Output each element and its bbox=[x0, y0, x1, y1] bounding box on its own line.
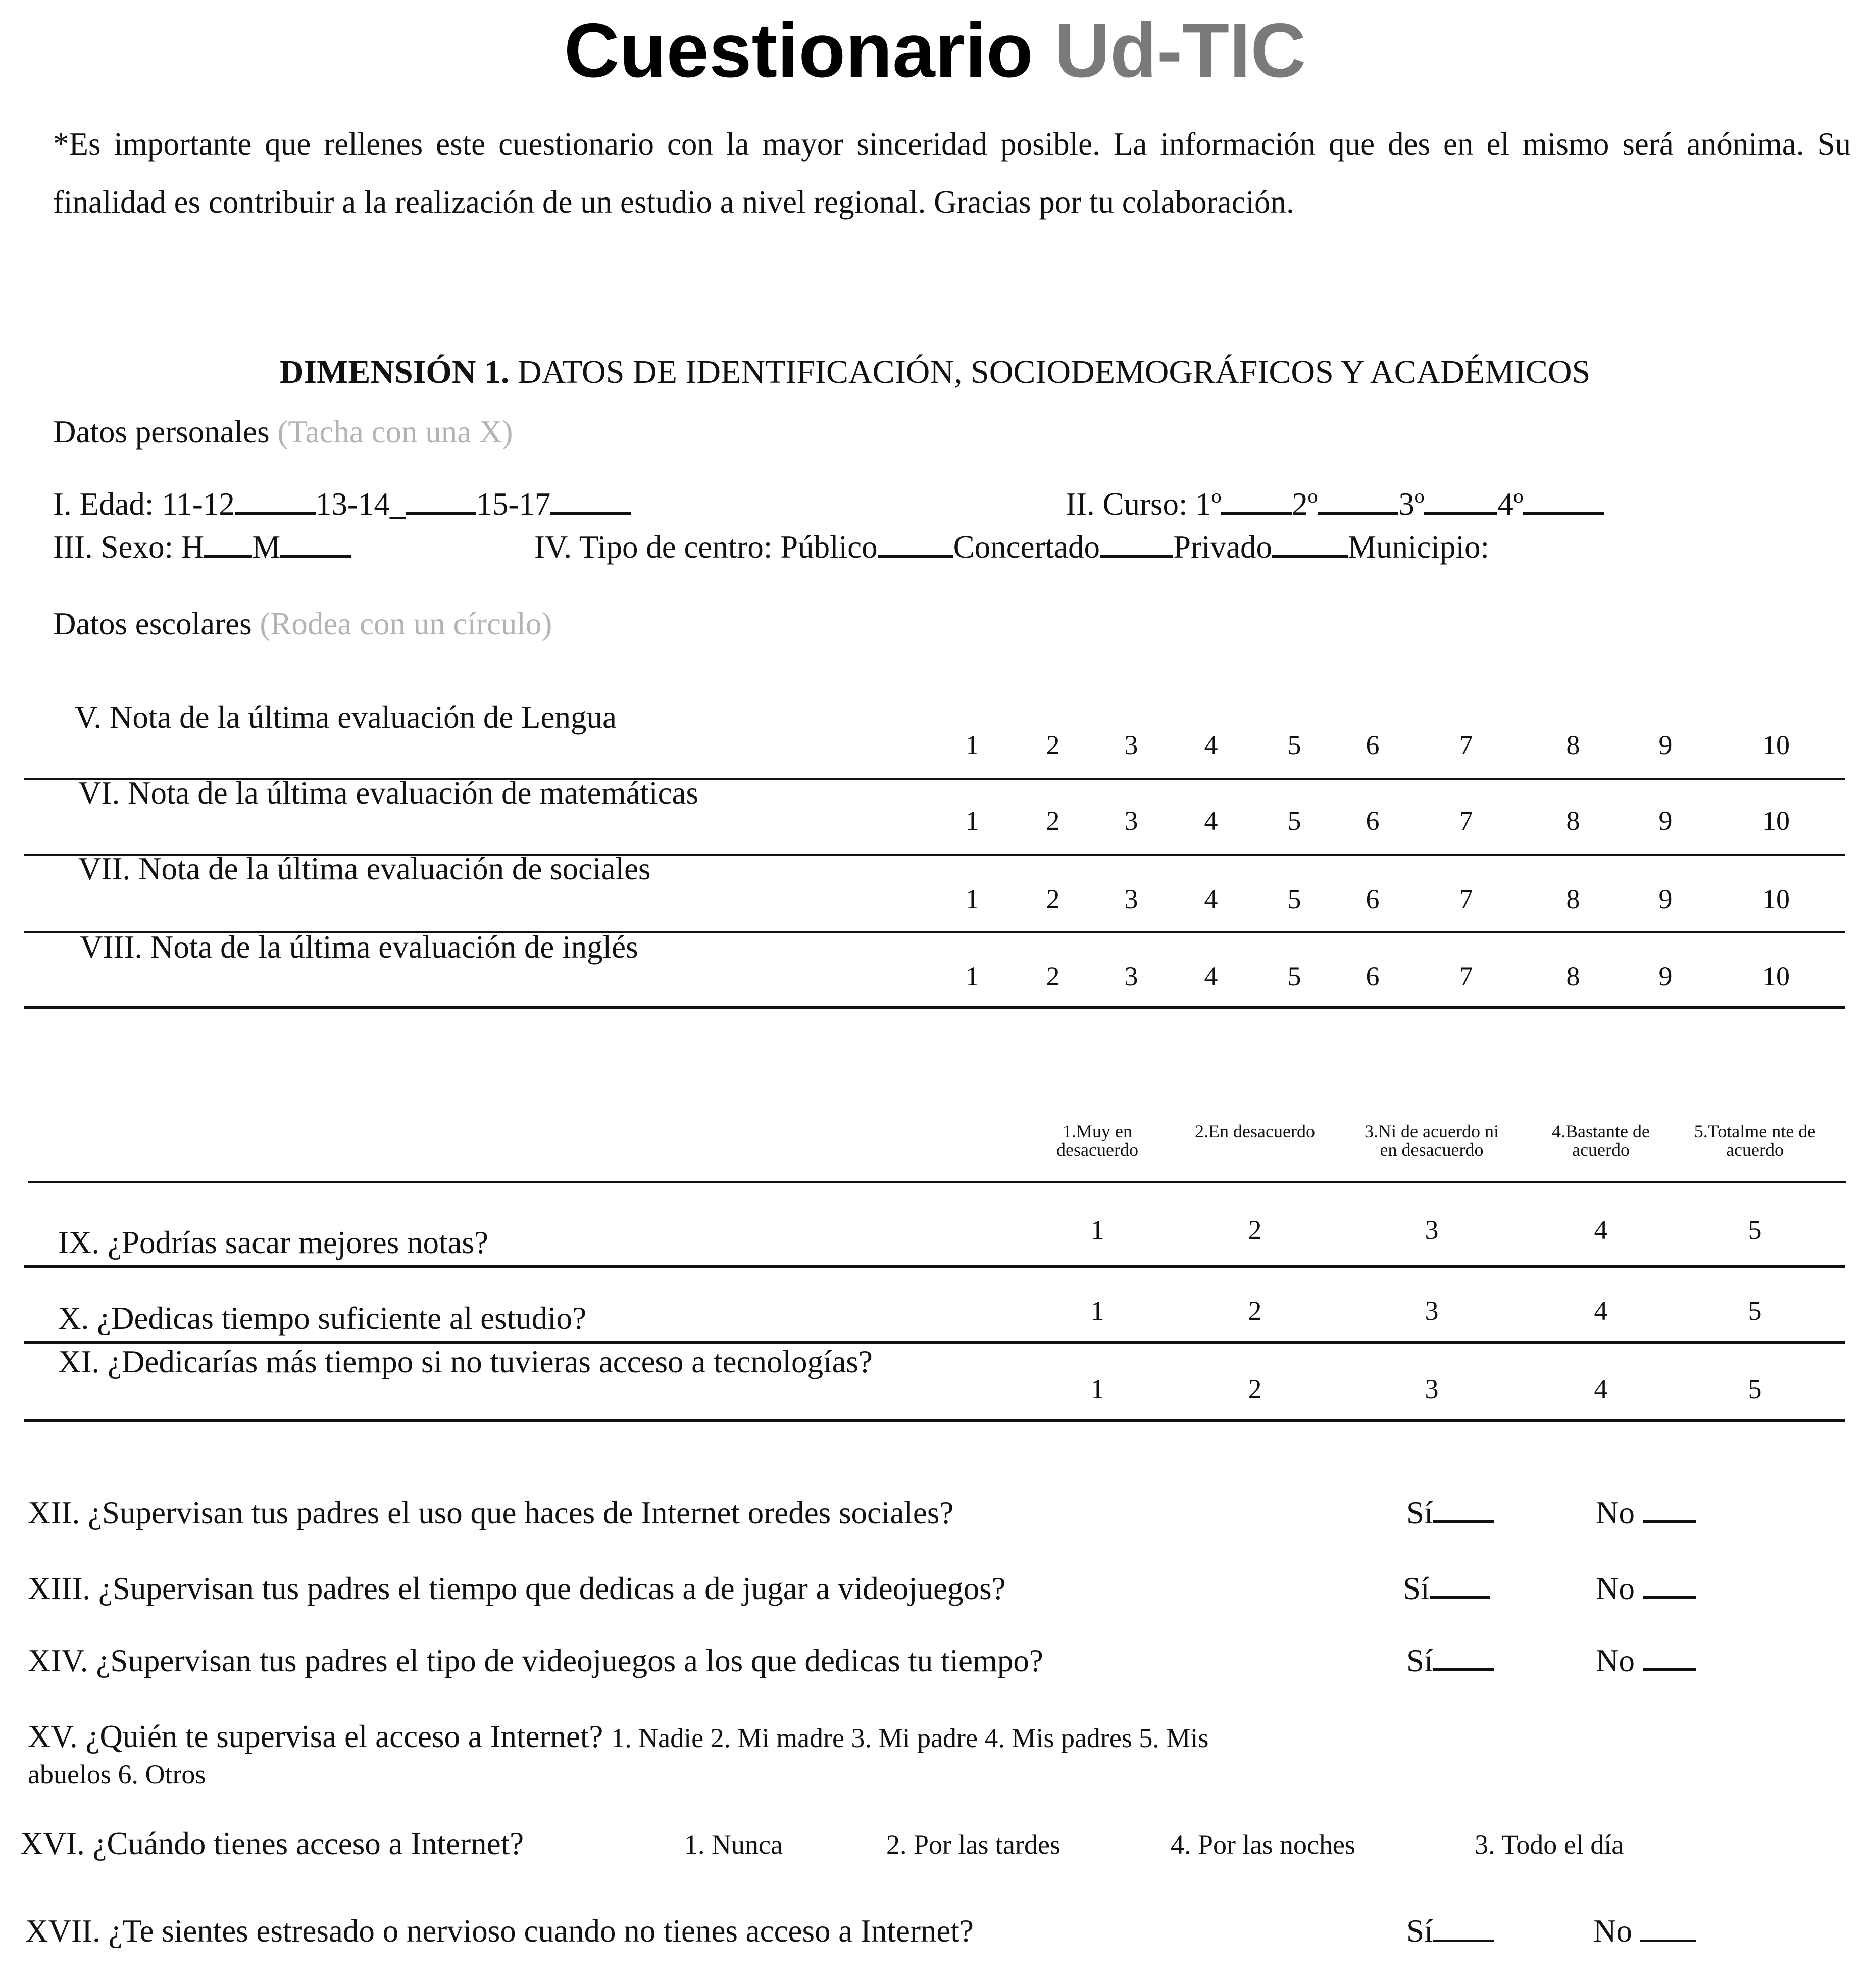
likert-header: 2.En desacuerdo bbox=[1195, 1121, 1315, 1141]
school-label: Datos escolares bbox=[53, 606, 252, 641]
q15-line1 bbox=[28, 1716, 1208, 1758]
likert-option[interactable]: 5 bbox=[1748, 1215, 1762, 1245]
q12-no-label: No bbox=[1596, 1495, 1635, 1530]
q14-no-label: No bbox=[1596, 1643, 1635, 1678]
likert-option[interactable]: 4 bbox=[1594, 1296, 1608, 1326]
edad-blank-3[interactable] bbox=[550, 484, 631, 515]
q15-options-line2: abuelos 6. Otros bbox=[28, 1759, 206, 1790]
grade-option[interactable]: 9 bbox=[1658, 730, 1673, 760]
likert-option[interactable]: 5 bbox=[1748, 1296, 1762, 1326]
grade-option[interactable]: 2 bbox=[1046, 730, 1060, 760]
grade-option[interactable]: 6 bbox=[1366, 806, 1380, 836]
q14-yes-label: Sí bbox=[1406, 1643, 1433, 1678]
curso-question bbox=[1066, 484, 1604, 524]
likert-option[interactable]: 2 bbox=[1248, 1296, 1262, 1326]
municipio-label: Municipio: bbox=[1348, 529, 1490, 565]
personal-hint: (Tacha con una X) bbox=[277, 414, 513, 450]
grade-option[interactable]: 8 bbox=[1566, 806, 1580, 836]
likert-option[interactable]: 3 bbox=[1425, 1374, 1439, 1404]
grade-option[interactable]: 3 bbox=[1124, 961, 1138, 991]
sexo-blank-h[interactable] bbox=[204, 527, 252, 558]
grade-option[interactable]: 10 bbox=[1762, 884, 1790, 914]
q17-text: XVII. ¿Te sientes estresado o nervioso cuando no tienes acceso a Internet? bbox=[25, 1913, 974, 1949]
likert-row-label: X. ¿Dedicas tiempo suficiente al estudio? bbox=[58, 1301, 587, 1336]
curso-blank-1[interactable] bbox=[1221, 484, 1292, 515]
grade-option[interactable]: 6 bbox=[1366, 884, 1380, 914]
likert-option[interactable]: 3 bbox=[1425, 1215, 1439, 1245]
grade-option[interactable]: 1 bbox=[965, 806, 979, 836]
personal-section-label bbox=[53, 412, 513, 452]
q16-option-4[interactable]: 3. Todo el día bbox=[1475, 1829, 1624, 1860]
grade-option[interactable]: 9 bbox=[1658, 961, 1673, 991]
edad-opt-2: 13-14_ bbox=[315, 486, 406, 522]
grade-option[interactable]: 2 bbox=[1046, 884, 1060, 914]
centro-opt-privado: Privado bbox=[1173, 529, 1273, 565]
edad-label: I. Edad: bbox=[53, 486, 154, 522]
q15-label: XV. ¿Quién te supervisa el acceso a Internet? bbox=[28, 1719, 603, 1754]
likert-row-divider bbox=[24, 1419, 1845, 1422]
q16-option-1[interactable]: 1. Nunca bbox=[684, 1829, 783, 1860]
title-accent: Ud-TIC bbox=[1054, 8, 1306, 93]
grade-option[interactable]: 1 bbox=[965, 884, 979, 914]
likert-row-divider bbox=[24, 1265, 1845, 1268]
grade-option[interactable]: 5 bbox=[1287, 806, 1301, 836]
likert-option[interactable]: 4 bbox=[1594, 1374, 1608, 1404]
q12-no[interactable] bbox=[1596, 1493, 1696, 1533]
likert-header: 4.Bastante de acuerdo bbox=[1552, 1121, 1650, 1160]
grade-row-label: VI. Nota de la última evaluación de matemáticas bbox=[78, 775, 699, 811]
q17-yes[interactable] bbox=[1406, 1911, 1494, 1951]
grade-option[interactable]: 5 bbox=[1287, 961, 1301, 991]
q14-text: XIV. ¿Supervisan tus padres el tipo de videojuegos a los que dedicas tu tiempo? bbox=[28, 1643, 1043, 1678]
grade-option[interactable]: 4 bbox=[1204, 884, 1218, 914]
curso-blank-4[interactable] bbox=[1523, 484, 1604, 515]
curso-opt-1: 1º bbox=[1195, 486, 1222, 522]
likert-option[interactable]: 1 bbox=[1090, 1215, 1104, 1245]
likert-option[interactable]: 2 bbox=[1248, 1374, 1262, 1404]
q16-option-3[interactable]: 4. Por las noches bbox=[1171, 1829, 1355, 1860]
grade-row-label: VIII. Nota de la última evaluación de inglés bbox=[80, 929, 638, 965]
title-main: Cuestionario bbox=[564, 8, 1033, 93]
centro-blank-publico[interactable] bbox=[878, 527, 953, 558]
q13-no-label: No bbox=[1596, 1571, 1635, 1606]
q12-yes-blank[interactable] bbox=[1433, 1493, 1494, 1523]
q12-yes-label: Sí bbox=[1406, 1495, 1433, 1530]
centro-label: IV. Tipo de centro: bbox=[534, 529, 773, 565]
sexo-opt-m: M bbox=[252, 529, 281, 565]
likert-header-divider bbox=[28, 1181, 1846, 1183]
grade-option[interactable]: 7 bbox=[1459, 730, 1473, 760]
q14-yes[interactable] bbox=[1406, 1641, 1494, 1681]
grade-option[interactable]: 4 bbox=[1204, 961, 1218, 991]
grade-option[interactable]: 3 bbox=[1124, 884, 1138, 914]
personal-label: Datos personales bbox=[53, 414, 270, 450]
edad-opt-3: 15-17 bbox=[476, 486, 551, 522]
intro-paragraph: *Es importante que rellenes este cuestionario con la mayor sinceridad posible. La información que des en el mismo será anónima. Su finalidad es contribuir a la realización de un estudio a nivel regional. Gracias por tu colaboración. bbox=[53, 126, 1851, 220]
q13-yes-label: Sí bbox=[1403, 1571, 1430, 1606]
dimension-rest: DATOS DE IDENTIFICACIÓN, SOCIODEMOGRÁFICOS Y ACADÉMICOS bbox=[509, 354, 1591, 390]
sexo-blank-m[interactable] bbox=[280, 527, 351, 558]
sexo-label: III. Sexo: bbox=[53, 529, 173, 565]
curso-opt-4: 4º bbox=[1497, 486, 1524, 522]
page-title bbox=[0, 5, 1870, 96]
likert-row-label: XI. ¿Dedicarías más tiempo si no tuvieras acceso a tecnologías? bbox=[58, 1344, 873, 1379]
centro-question bbox=[534, 527, 1489, 567]
q17-no-blank[interactable] bbox=[1640, 1913, 1696, 1942]
grade-option[interactable]: 7 bbox=[1459, 884, 1473, 914]
grade-option[interactable]: 1 bbox=[965, 961, 979, 991]
school-hint: (Rodea con un círculo) bbox=[260, 606, 552, 641]
grade-option[interactable]: 9 bbox=[1658, 806, 1673, 836]
q17-yes-label: Sí bbox=[1406, 1913, 1433, 1949]
centro-blank-concertado[interactable] bbox=[1100, 527, 1173, 558]
q16-label: XVI. ¿Cuándo tienes acceso a Internet? bbox=[20, 1826, 524, 1861]
q14-no[interactable] bbox=[1596, 1641, 1696, 1681]
grade-row-label: VII. Nota de la última evaluación de sociales bbox=[78, 851, 651, 886]
q13-text: XIII. ¿Supervisan tus padres el tiempo que dedicas a de jugar a videojuegos? bbox=[28, 1571, 1006, 1606]
grade-option[interactable]: 7 bbox=[1459, 961, 1473, 991]
grade-option[interactable]: 10 bbox=[1762, 961, 1790, 991]
q13-no-blank[interactable] bbox=[1643, 1569, 1696, 1599]
sexo-question bbox=[53, 527, 351, 567]
sexo-opt-h: H bbox=[181, 529, 205, 565]
q17-yes-blank[interactable] bbox=[1433, 1913, 1494, 1942]
likert-row-label: IX. ¿Podrías sacar mejores notas? bbox=[58, 1225, 488, 1260]
grade-row-label: V. Nota de la última evaluación de Lengua bbox=[75, 700, 617, 735]
likert-option[interactable]: 2 bbox=[1248, 1215, 1262, 1245]
grade-option[interactable]: 8 bbox=[1566, 961, 1580, 991]
curso-opt-2: 2º bbox=[1292, 486, 1318, 522]
edad-question bbox=[53, 484, 631, 524]
likert-option[interactable]: 5 bbox=[1748, 1374, 1762, 1404]
dimension-bold: DIMENSIÓN 1. bbox=[279, 354, 510, 390]
grade-option[interactable]: 4 bbox=[1204, 806, 1218, 836]
grade-option[interactable]: 8 bbox=[1566, 884, 1580, 914]
grade-option[interactable]: 3 bbox=[1124, 730, 1138, 760]
q17-no-label: No bbox=[1593, 1913, 1632, 1949]
centro-opt-publico: Público bbox=[780, 529, 878, 565]
q12-text: XII. ¿Supervisan tus padres el uso que haces de Internet oredes sociales? bbox=[28, 1495, 954, 1530]
curso-blank-3[interactable] bbox=[1424, 484, 1497, 515]
q14-yes-blank[interactable] bbox=[1433, 1641, 1494, 1671]
edad-blank-1[interactable] bbox=[235, 484, 316, 515]
grade-option[interactable]: 6 bbox=[1366, 961, 1380, 991]
grade-option[interactable]: 9 bbox=[1658, 884, 1673, 914]
edad-opt-1: 11-12 bbox=[162, 486, 235, 522]
q12-yes[interactable] bbox=[1406, 1493, 1494, 1533]
grade-option[interactable]: 10 bbox=[1762, 806, 1790, 836]
grade-option[interactable]: 1 bbox=[965, 730, 979, 760]
curso-opt-3: 3º bbox=[1398, 486, 1425, 522]
grade-option[interactable]: 5 bbox=[1287, 884, 1301, 914]
q13-yes-blank[interactable] bbox=[1430, 1569, 1490, 1599]
dimension-heading bbox=[0, 350, 1870, 395]
likert-option[interactable]: 1 bbox=[1090, 1374, 1104, 1404]
likert-header: 1.Muy en desacuerdo bbox=[1056, 1121, 1138, 1160]
likert-option[interactable]: 4 bbox=[1594, 1215, 1608, 1245]
school-section-label bbox=[53, 604, 552, 644]
edad-blank-2[interactable] bbox=[406, 484, 476, 515]
grade-option[interactable]: 2 bbox=[1046, 961, 1060, 991]
grade-row-divider bbox=[24, 1006, 1845, 1009]
grade-option[interactable]: 8 bbox=[1566, 730, 1580, 760]
grade-option[interactable]: 10 bbox=[1762, 730, 1790, 760]
grade-option[interactable]: 5 bbox=[1287, 730, 1301, 760]
q16-option-2[interactable]: 2. Por las tardes bbox=[886, 1829, 1060, 1860]
likert-option[interactable]: 3 bbox=[1425, 1296, 1439, 1326]
likert-option[interactable]: 1 bbox=[1090, 1296, 1104, 1326]
q15-options-line1: 1. Nadie 2. Mi madre 3. Mi padre 4. Mis padres 5. Mis bbox=[611, 1723, 1209, 1753]
curso-label: II. Curso: bbox=[1066, 486, 1188, 522]
likert-header: 5.Totalme nte de acuerdo bbox=[1694, 1121, 1816, 1160]
grade-option[interactable]: 7 bbox=[1459, 806, 1473, 836]
centro-opt-concertado: Concertado bbox=[953, 529, 1100, 565]
q12-no-blank[interactable] bbox=[1643, 1493, 1696, 1523]
curso-blank-2[interactable] bbox=[1318, 484, 1398, 515]
q13-no[interactable] bbox=[1596, 1568, 1696, 1609]
q13-yes[interactable] bbox=[1403, 1568, 1490, 1609]
grade-option[interactable]: 2 bbox=[1046, 806, 1060, 836]
grade-option[interactable]: 3 bbox=[1124, 806, 1138, 836]
q14-no-blank[interactable] bbox=[1643, 1641, 1696, 1671]
likert-header: 3.Ni de acuerdo ni en desacuerdo bbox=[1364, 1121, 1499, 1160]
centro-blank-privado[interactable] bbox=[1272, 527, 1348, 558]
grade-option[interactable]: 6 bbox=[1366, 730, 1380, 760]
q17-no[interactable] bbox=[1593, 1911, 1696, 1951]
grade-option[interactable]: 4 bbox=[1204, 730, 1218, 760]
